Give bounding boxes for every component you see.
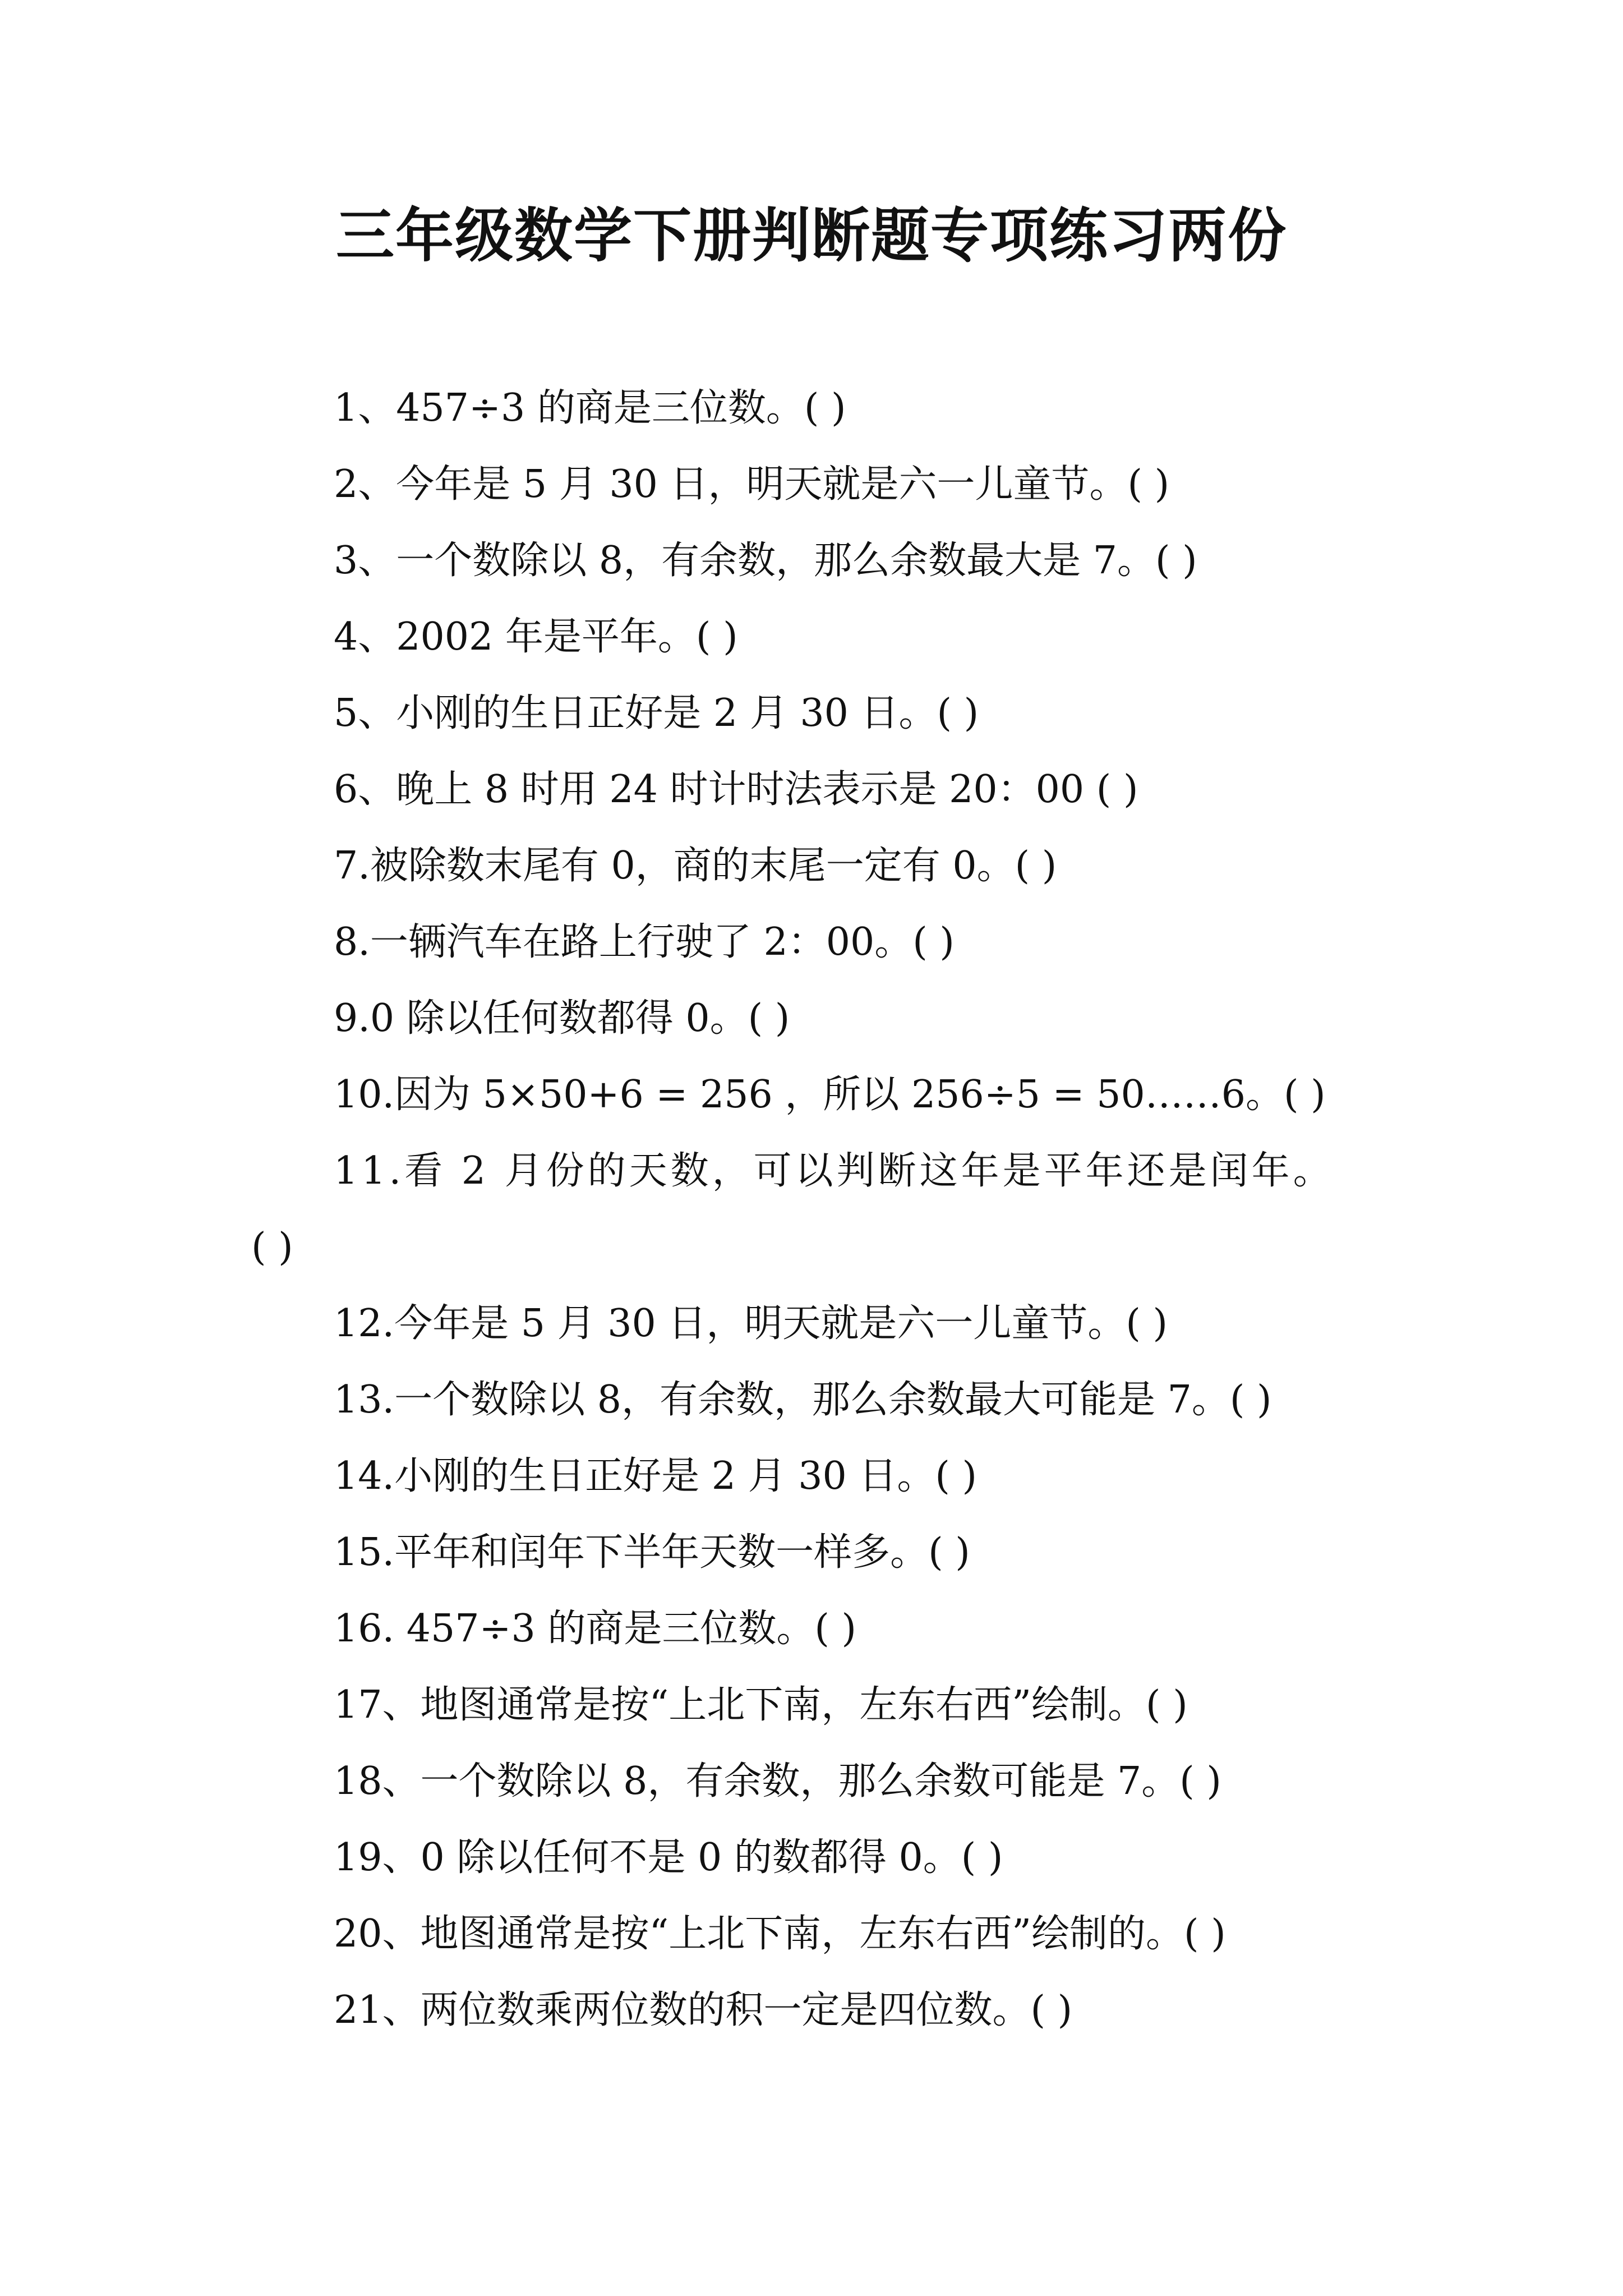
- question-item: [0, 675, 1623, 752]
- question-item: [0, 1133, 1623, 1286]
- question-item: [0, 828, 1623, 904]
- question-item: [0, 599, 1623, 675]
- page-title: 三年级数学下册判断题专项练习两份: [335, 201, 1287, 270]
- question-text: 13.一个数除以 8，有余数，那么余数最大可能是 7。( ): [334, 1378, 1272, 1422]
- question-item: [0, 1743, 1623, 1820]
- question-item: [0, 752, 1623, 828]
- question-list: [0, 370, 1623, 2049]
- question-text: 17、地图通常是按“上北下南，左东右西”绘制。( ): [334, 1683, 1188, 1727]
- question-item: [0, 1591, 1623, 1667]
- question-item: [0, 1820, 1623, 1896]
- question-item: [0, 447, 1623, 523]
- question-text: 10.因为 5×50+6 = 256 ，所以 256÷5 = 50……6。( ): [334, 1073, 1326, 1117]
- question-text: 7.被除数末尾有 0，商的末尾一定有 0。( ): [334, 844, 1057, 888]
- question-text: 6、晚上 8 时用 24 时计时法表示是 20：00 ( ): [334, 767, 1138, 812]
- question-item: [0, 904, 1623, 981]
- question-item: [0, 523, 1623, 599]
- question-text: 4、2002 年是平年。( ): [334, 615, 738, 659]
- question-text: 2、今年是 5 月 30 日，明天就是六一儿童节。( ): [334, 462, 1170, 507]
- question-text: 1、457÷3 的商是三位数。( ): [334, 386, 846, 430]
- question-text: 16. 457÷3 的商是三位数。( ): [334, 1607, 857, 1651]
- question-item: [0, 1057, 1623, 1133]
- question-text: 14.小刚的生日正好是 2 月 30 日。( ): [334, 1454, 978, 1498]
- question-text: 15.平年和闰年下半年天数一样多。( ): [334, 1530, 970, 1575]
- question-text: 5、小刚的生日正好是 2 月 30 日。( ): [334, 691, 979, 735]
- question-text: 18、一个数除以 8，有余数，那么余数可能是 7。( ): [334, 1759, 1221, 1803]
- question-text: 11.看 2 月份的天数，可以判断这年是平年还是闰年。: [334, 1149, 1335, 1193]
- question-text: 8.一辆汽车在路上行驶了 2：00。( ): [334, 920, 955, 964]
- question-item: [0, 370, 1623, 447]
- question-item: [0, 1438, 1623, 1515]
- question-text: 19、0 除以任何不是 0 的数都得 0。( ): [334, 1835, 1003, 1880]
- question-item: [0, 1362, 1623, 1438]
- question-text: 12.今年是 5 月 30 日，明天就是六一儿童节。( ): [334, 1301, 1168, 1346]
- question-item: [0, 1972, 1623, 2049]
- question-item: [0, 1515, 1623, 1591]
- question-text: 3、一个数除以 8，有余数，那么余数最大是 7。( ): [334, 539, 1197, 583]
- question-text: 20、地图通常是按“上北下南，左东右西”绘制的。( ): [334, 1912, 1226, 1956]
- question-item: [0, 1286, 1623, 1362]
- answer-bracket: ( ): [251, 1225, 293, 1269]
- question-item: [0, 981, 1623, 1057]
- question-text: 21、两位数乘两位数的积一定是四位数。( ): [334, 1988, 1073, 2032]
- question-item: [0, 1667, 1623, 1743]
- question-text: 9.0 除以任何数都得 0。( ): [334, 996, 790, 1041]
- question-item: [0, 1896, 1623, 1972]
